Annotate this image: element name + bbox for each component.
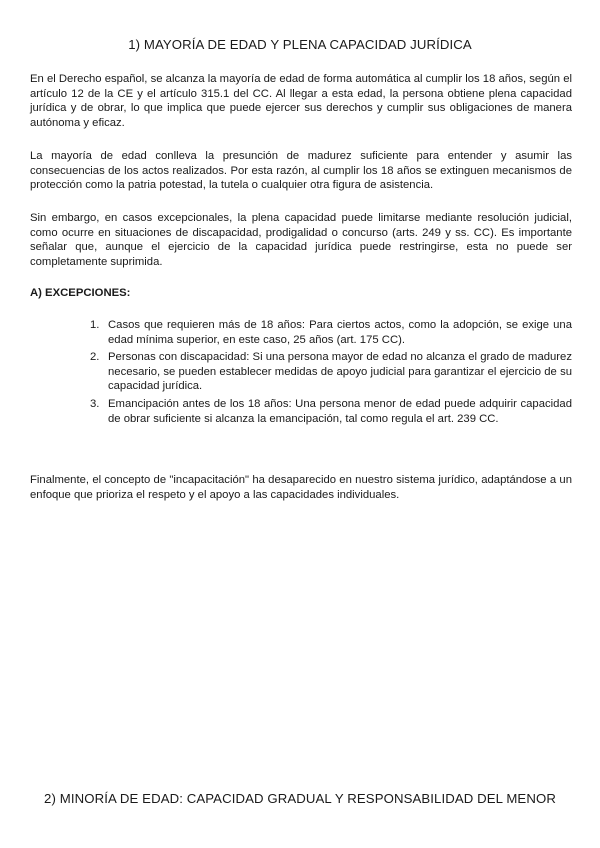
list-item-number: 1. [90, 319, 100, 331]
list-item [90, 318, 572, 347]
list-item-text: Personas con discapacidad: Si una persona mayor de edad no alcanza el grado de madurez necesario, se pueden establecer medidas de apoyo judicial para garantizar el ejercicio de su capacidad jurídica. [108, 351, 572, 393]
list-item-number: 2. [90, 351, 100, 364]
section-1-title: 1) MAYORÍA DE EDAD Y PLENA CAPACIDAD JURÍDICA [128, 37, 472, 52]
list-item-number: 3. [90, 397, 100, 410]
paragraph-limitacion-capacidad: Sin embargo, en casos excepcionales, la plena capacidad puede limitarse mediante resolución judicial, como ocurre en situaciones de discapacidad, prodigalidad o concurso (arts. 249 y ss. CC). Es importante señalar que, aunque el ejercicio de la capacidad jurídica puede restringirse, esta no puede ser completamente suprimida. [30, 212, 572, 268]
paragraph-mayoria-edad: En el Derecho español, se alcanza la mayoría de edad de forma automática al cumplir los 18 años, según el artículo 12 de la CE y el artículo 315.1 del CC. Al llegar a esta edad, la persona obtiene plena capacidad jurídica y de obrar, lo que implica que puede ejercer sus derechos y cumplir sus obligaciones de manera autónoma y eficaz. [30, 73, 572, 129]
excepciones-heading: A) EXCEPCIONES: [30, 287, 131, 299]
list-item-text: Casos que requieren más de 18 años: Para ciertos actos, como la adopción, se exige una edad mínima superior, en este caso, 25 años (art. 175 CC). [108, 319, 572, 346]
paragraph-presuncion-madurez: La mayoría de edad conlleva la presunción de madurez suficiente para entender y asumir las consecuencias de los actos realizados. Por esta razón, al cumplir los 18 años se extinguen mecanismos de protección como la patria potestad, la tutela o cualquier otra figura de asistencia. [30, 150, 572, 192]
list-item [90, 350, 572, 394]
list-item-text: Emancipación antes de los 18 años: Una persona menor de edad puede adquirir capacidad de obrar suficiente si alcanza la emancipación, tal como regula el art. 239 CC. [108, 397, 572, 425]
paragraph-closing: Finalmente, el concepto de "incapacitación" ha desaparecido en nuestro sistema jurídico, adaptándose a un enfoque que prioriza el respeto y el apoyo a las capacidades individuales. [30, 474, 572, 501]
list-item [90, 397, 572, 426]
section-2-title: 2) MINORÍA DE EDAD: CAPACIDAD GRADUAL Y RESPONSABILIDAD DEL MENOR [44, 791, 556, 806]
excepciones-list [90, 318, 572, 429]
